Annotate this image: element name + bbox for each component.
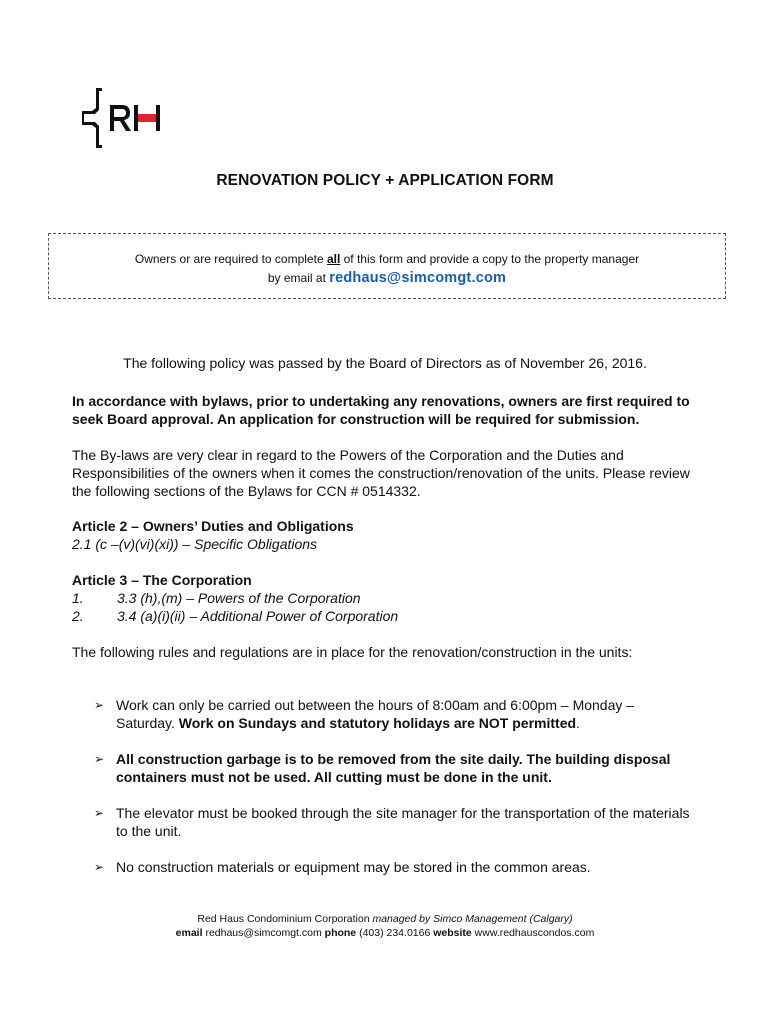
rule-item-garbage	[94, 750, 694, 786]
company-logo	[82, 86, 164, 150]
list-text: 3.3 (h),(m) – Powers of the Corporation	[117, 590, 361, 606]
policy-body	[72, 392, 712, 661]
footer-website-label: website	[433, 927, 472, 939]
arrow-bullet-icon: ➢	[94, 806, 105, 820]
rule-item-elevator	[94, 804, 694, 840]
rule-item-storage	[94, 858, 694, 876]
arrow-bullet-icon: ➢	[94, 860, 105, 874]
rules-intro: The following rules and regulations are in place for the renovation/construction in the units:	[72, 644, 633, 660]
article-2-item: 2.1 (c –(v)(vi)(xi)) – Specific Obligations	[72, 536, 318, 552]
arrow-bullet-icon: ➢	[94, 698, 105, 712]
rule-text-bold: Work on Sundays and statutory holidays are NOT permitted	[178, 715, 577, 731]
page-title: RENOVATION POLICY + APPLICATION FORM	[216, 172, 554, 189]
arrow-bullet-icon: ➢	[94, 752, 105, 766]
list-text: 3.4 (a)(i)(ii) – Additional Power of Corporation	[117, 608, 399, 624]
footer-email-link[interactable]: redhaus@simcomgt.com	[205, 927, 322, 939]
footer-email-label: email	[175, 927, 203, 939]
article-3-heading: Article 3 – The Corporation	[72, 572, 252, 588]
article-2-heading: Article 2 – Owners’ Duties and Obligations	[72, 518, 354, 534]
notice-emphasis: all	[326, 252, 341, 266]
manager-email-link[interactable]: redhaus@simcomgt.com	[329, 270, 507, 286]
rule-text-normal: Work can only be carried out between the hours of 8:00am and 6:00pm – Monday – Saturday.	[116, 697, 635, 731]
instructions-box	[48, 233, 726, 299]
footer-phone: (403) 234.0166	[359, 927, 431, 939]
policy-intro: The following policy was passed by the Board of Directors as of November 26, 2016.	[123, 355, 647, 371]
list-number: 1.	[72, 590, 84, 606]
rule-text	[116, 696, 694, 732]
footer-manager: managed by Simco Management (Calgary)	[372, 913, 573, 925]
footer-line-1	[0, 912, 770, 926]
list-item	[72, 607, 712, 625]
article-2-section	[72, 517, 712, 553]
instructions-email-line	[49, 269, 725, 287]
footer-corp-name: Red Haus Condominium Corporation	[197, 913, 373, 925]
rule-text: All construction garbage is to be removed from the site daily. The building disposal containers must not be used. All cutting must be done in the unit.	[116, 751, 671, 785]
list-number: 2.	[72, 608, 84, 624]
rule-text: The elevator must be booked through the site manager for the transportation of the materials to the unit.	[116, 805, 690, 839]
bylaws-paragraph: The By-laws are very clear in regard to the Powers of the Corporation and the Duties and Responsibilities of the owners when it comes the construction/renovation of the units. Please review the following sections of the Bylaws for CCN # 0514332.	[72, 447, 690, 499]
instructions-line	[49, 252, 725, 266]
notice-email-prefix: by email at	[267, 271, 330, 285]
approval-paragraph: In accordance with bylaws, prior to undertaking any renovations, owners are first required to seek Board approval. An application for construction will be required for submission.	[72, 393, 690, 427]
footer-phone-label: phone	[324, 927, 357, 939]
rule-text-end: .	[576, 715, 580, 731]
rh-logo-icon	[82, 86, 164, 150]
notice-text: Owners or are required to complete	[134, 252, 327, 266]
footer-website-link[interactable]: www.redhauscondos.com	[474, 927, 595, 939]
footer-line-2	[0, 926, 770, 940]
list-item	[72, 589, 712, 607]
notice-text-end: of this form and provide a copy to the property manager	[340, 252, 640, 266]
rules-list	[94, 696, 694, 876]
article-3-section	[72, 571, 712, 625]
page-footer	[0, 912, 770, 940]
rule-text: No construction materials or equipment may be stored in the common areas.	[116, 859, 591, 875]
rule-item-hours	[94, 696, 694, 732]
